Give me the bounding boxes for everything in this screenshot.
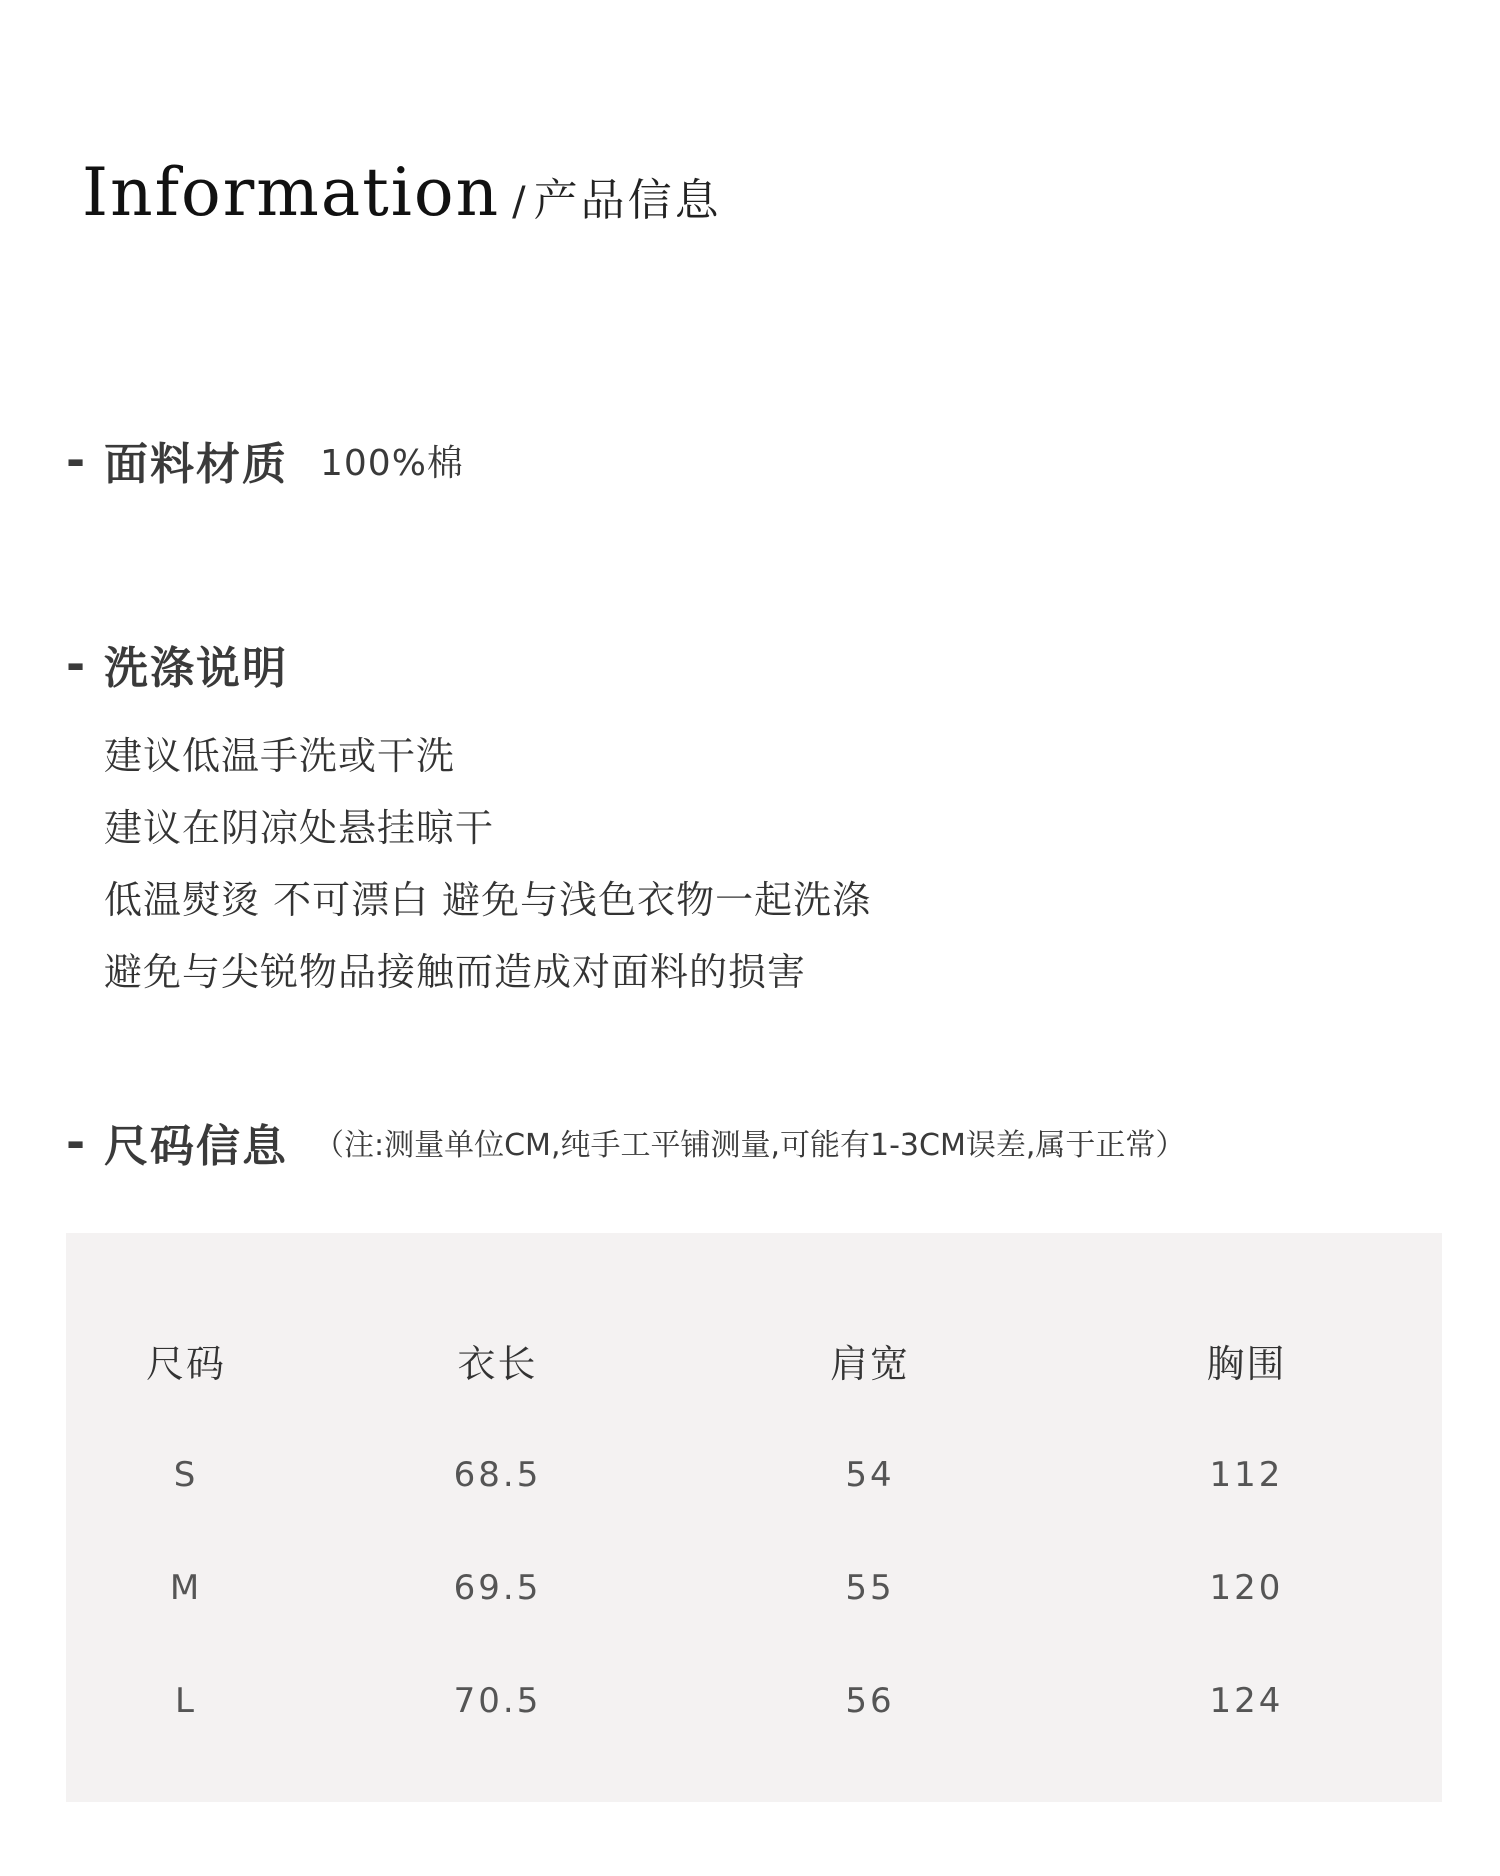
cell-length: 69.5 bbox=[453, 1567, 542, 1608]
washing-instruction: 建议低温手洗或干洗 bbox=[104, 734, 456, 778]
size-table-header-row bbox=[66, 1233, 1442, 1418]
washing-dash: - bbox=[66, 637, 86, 691]
size-label: 尺码信息 bbox=[104, 1121, 288, 1172]
table-row bbox=[66, 1531, 1442, 1644]
cell-size: M bbox=[169, 1567, 203, 1608]
cell-shoulder: 55 bbox=[845, 1567, 895, 1608]
title-english: Information bbox=[82, 154, 501, 231]
cell-shoulder: 54 bbox=[845, 1454, 895, 1495]
cell-length: 68.5 bbox=[453, 1454, 542, 1495]
cell-shoulder: 56 bbox=[845, 1680, 895, 1721]
washing-instruction: 建议在阴凉处悬挂晾干 bbox=[104, 806, 495, 850]
cell-size: L bbox=[175, 1680, 197, 1721]
size-measurement-note: （注:测量单位CM,纯手工平铺测量,可能有1-3CM误差,属于正常） bbox=[314, 1128, 1186, 1163]
fabric-section-heading bbox=[66, 428, 464, 492]
cell-chest: 112 bbox=[1209, 1454, 1284, 1495]
size-dash: - bbox=[66, 1115, 86, 1169]
cell-chest: 120 bbox=[1209, 1567, 1284, 1608]
fabric-dash: - bbox=[66, 433, 86, 487]
fabric-label: 面料材质 bbox=[104, 439, 288, 490]
title-separator: / bbox=[512, 179, 526, 225]
title-chinese: 产品信息 bbox=[533, 175, 722, 226]
column-header-chest: 胸围 bbox=[1206, 1342, 1287, 1386]
washing-instructions-list bbox=[104, 720, 871, 1008]
cell-chest: 124 bbox=[1209, 1680, 1284, 1721]
washing-label: 洗涤说明 bbox=[104, 643, 288, 694]
cell-length: 70.5 bbox=[453, 1680, 542, 1721]
column-header-shoulder: 肩宽 bbox=[829, 1342, 910, 1386]
cell-size: S bbox=[173, 1454, 199, 1495]
page-title bbox=[82, 154, 722, 250]
fabric-value: 100%棉 bbox=[320, 442, 464, 484]
column-header-length: 衣长 bbox=[457, 1342, 538, 1386]
washing-instruction: 低温熨烫 不可漂白 避免与浅色衣物一起洗涤 bbox=[104, 878, 872, 922]
size-table bbox=[66, 1233, 1442, 1757]
washing-instruction: 避免与尖锐物品接触而造成对面料的损害 bbox=[104, 950, 807, 994]
washing-section-heading bbox=[66, 632, 288, 696]
column-header-size: 尺码 bbox=[145, 1342, 226, 1386]
table-row bbox=[66, 1418, 1442, 1531]
table-row bbox=[66, 1644, 1442, 1757]
size-section-heading bbox=[66, 1110, 1185, 1174]
size-table-panel bbox=[66, 1233, 1442, 1802]
